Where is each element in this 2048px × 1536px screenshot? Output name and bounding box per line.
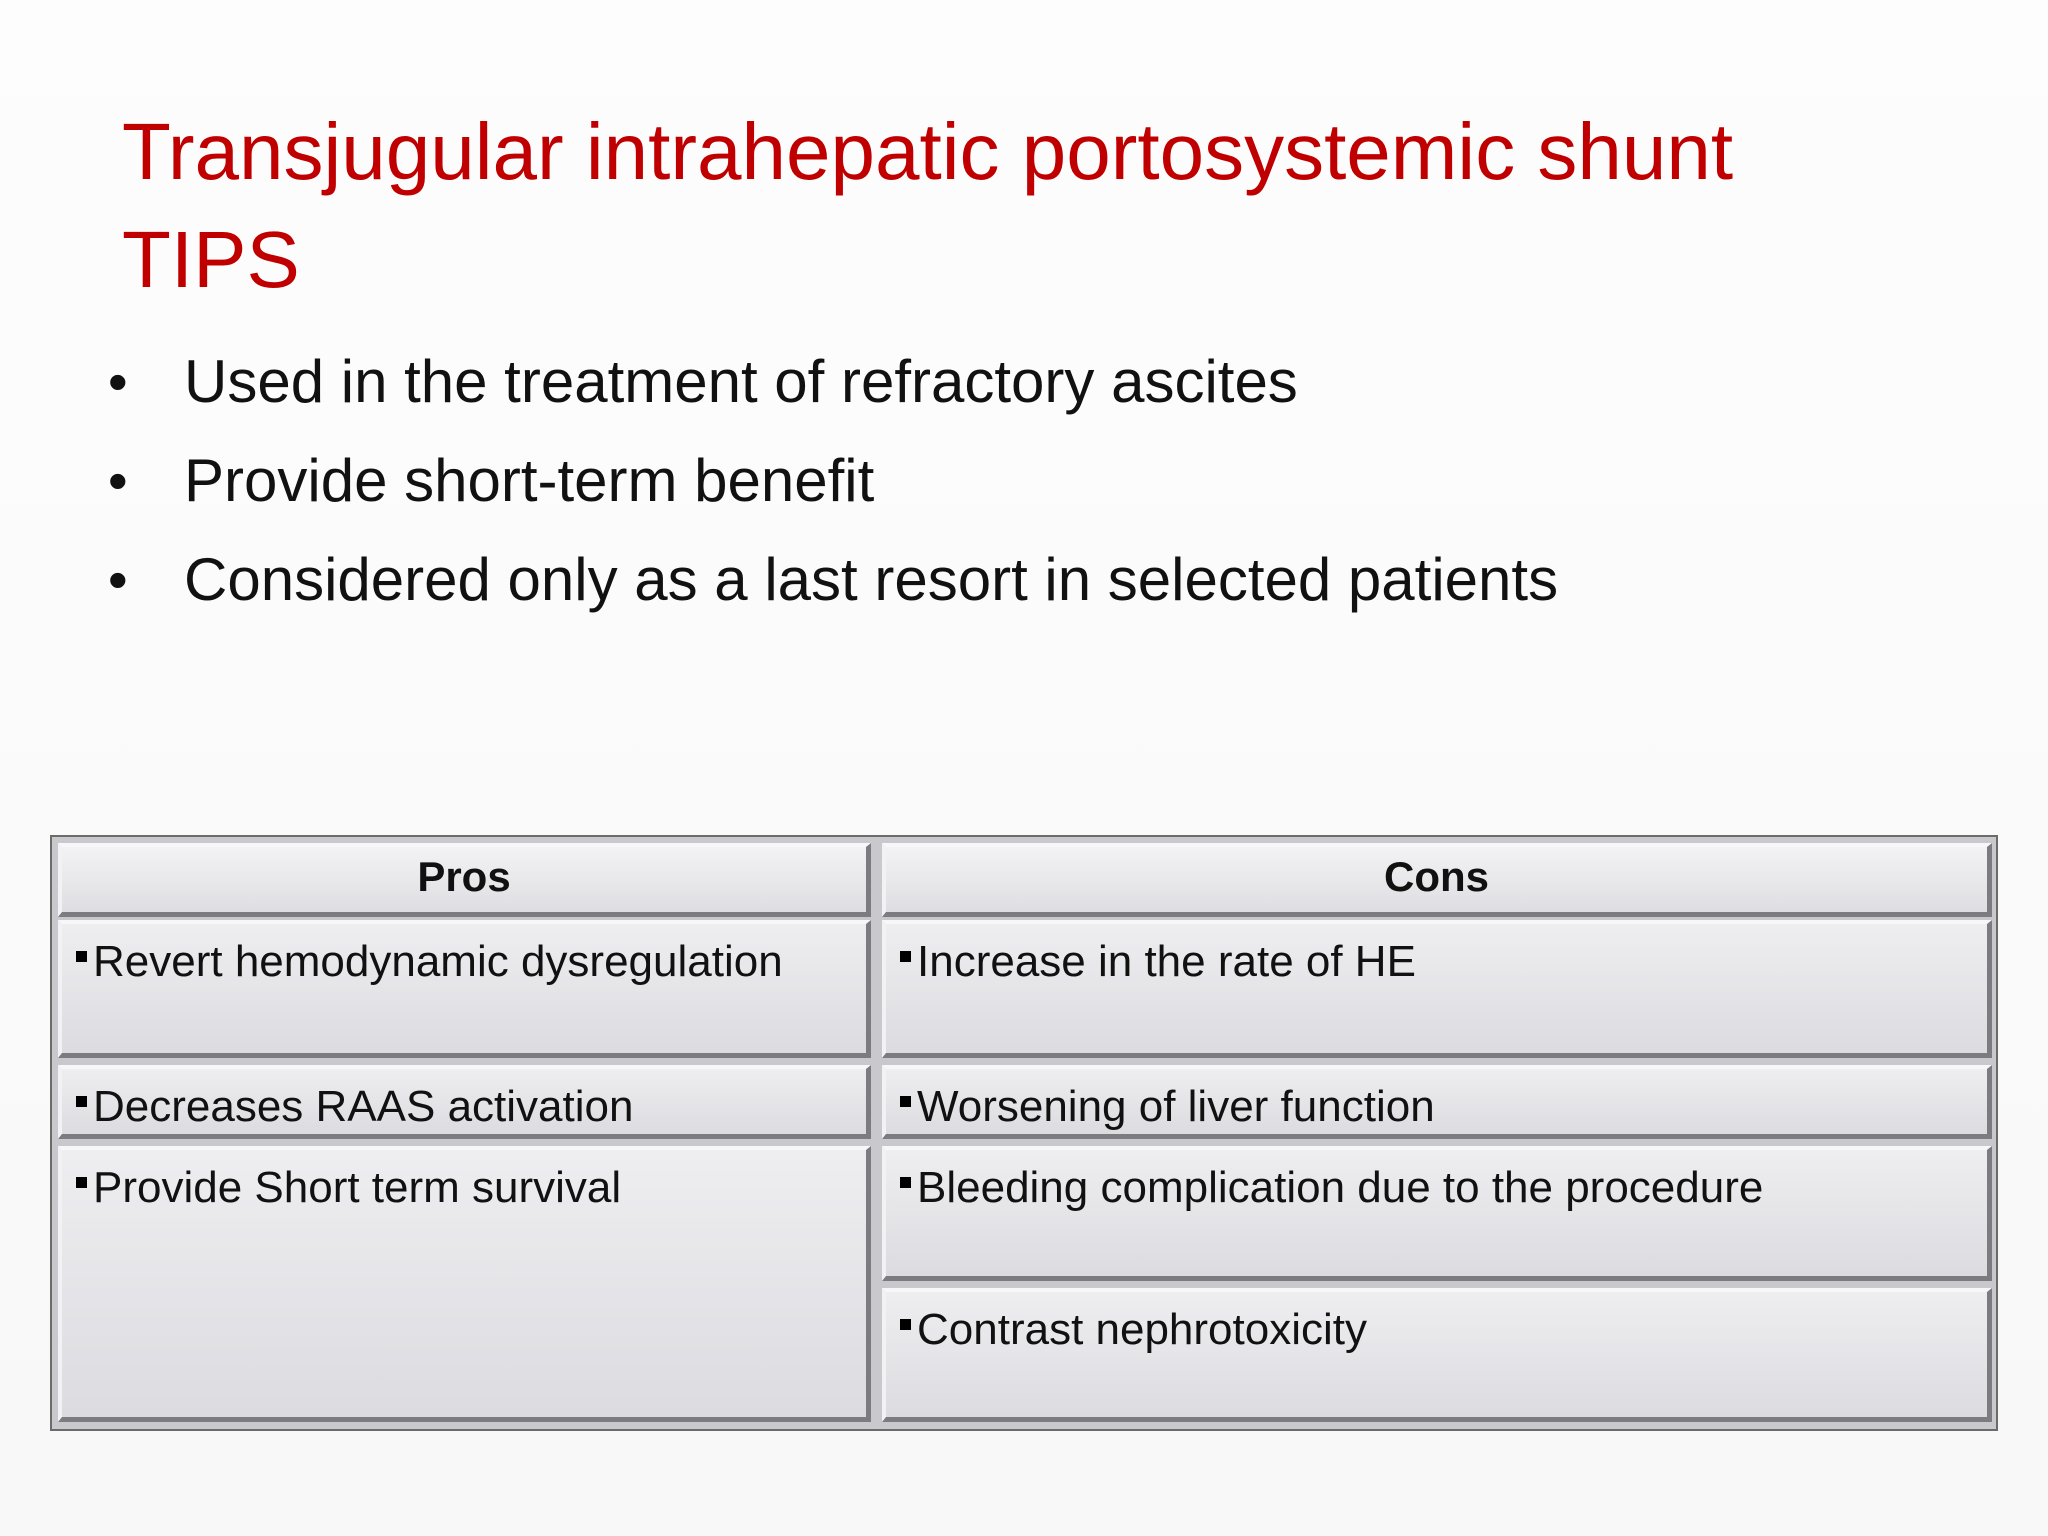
cons-header-label: Cons bbox=[1384, 853, 1489, 900]
square-bullet-icon bbox=[76, 951, 87, 962]
bullet-dot-icon: • bbox=[108, 548, 128, 611]
cons-cell bbox=[882, 1146, 1992, 1281]
square-bullet-icon bbox=[900, 1177, 911, 1188]
square-bullet-icon bbox=[900, 951, 911, 962]
cons-item: Worsening of liver function bbox=[917, 1082, 1435, 1131]
pros-cell bbox=[58, 920, 871, 1058]
cons-cell bbox=[882, 920, 1992, 1058]
pros-cons-table bbox=[50, 835, 1998, 1431]
bullet-text: Considered only as a last resort in selected patients bbox=[184, 546, 1559, 613]
bullet-item bbox=[104, 342, 1558, 441]
pros-cell bbox=[58, 1065, 871, 1139]
cons-item: Increase in the rate of HE bbox=[917, 937, 1416, 986]
slide-title bbox=[122, 98, 1922, 314]
bullet-item bbox=[104, 441, 1558, 540]
pros-cell bbox=[58, 1146, 871, 1422]
pros-header-label: Pros bbox=[417, 853, 511, 900]
slide-title-line-2: TIPS bbox=[122, 215, 300, 304]
bullet-dot-icon: • bbox=[108, 449, 128, 512]
cons-cell bbox=[882, 1065, 1992, 1139]
bullet-item bbox=[104, 540, 1558, 639]
bullet-text: Provide short-term benefit bbox=[184, 447, 875, 514]
pros-item: Provide Short term survival bbox=[93, 1163, 622, 1212]
cons-cell bbox=[882, 1288, 1992, 1422]
square-bullet-icon bbox=[900, 1319, 911, 1330]
square-bullet-icon bbox=[76, 1177, 87, 1188]
bullet-dot-icon: • bbox=[108, 350, 128, 413]
cons-item: Bleeding complication due to the procedure bbox=[917, 1163, 1764, 1212]
pros-item: Decreases RAAS activation bbox=[93, 1082, 634, 1131]
cons-header bbox=[882, 843, 1992, 917]
bullet-list bbox=[104, 342, 1558, 639]
bullet-text: Used in the treatment of refractory ascites bbox=[184, 348, 1298, 415]
square-bullet-icon bbox=[900, 1096, 911, 1107]
pros-item: Revert hemodynamic dysregulation bbox=[93, 937, 783, 986]
slide-title-line-1: Transjugular intrahepatic portosystemic shunt bbox=[122, 107, 1734, 196]
pros-header bbox=[58, 843, 871, 917]
square-bullet-icon bbox=[76, 1096, 87, 1107]
cons-item: Contrast nephrotoxicity bbox=[917, 1305, 1367, 1354]
